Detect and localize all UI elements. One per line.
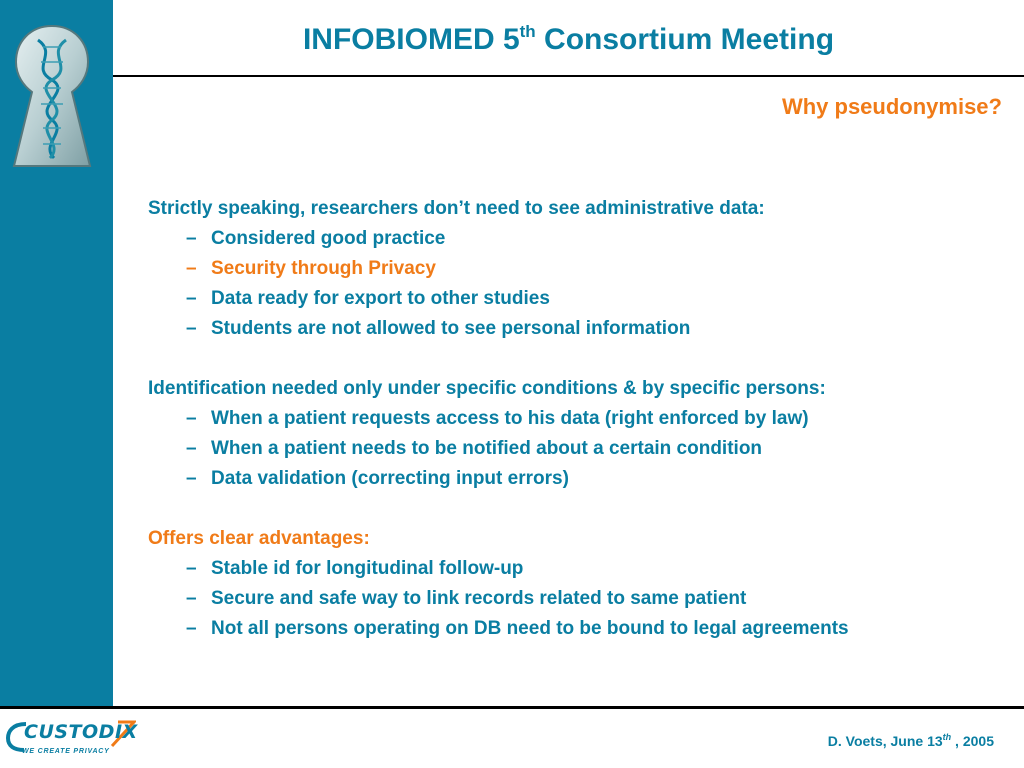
bullet-item [148,404,1008,434]
bullet-list [148,554,1008,644]
bullet-text: Stable id for longitudinal follow-up [211,558,524,579]
bullet-item [148,434,1008,464]
bullet-dash: – [186,258,197,279]
bullet-dash: – [186,468,197,489]
footer-year: , 2005 [951,733,994,749]
slide-body [148,194,1008,644]
keyhole-dna-icon [10,22,94,170]
section-heading: Strictly speaking, researchers don’t need to see administrative data: [148,198,765,219]
bullet-text: Secure and safe way to link records related to same patient [211,588,747,609]
title-divider [113,75,1024,77]
logo-tagline: WE CREATE PRIVACY [22,748,110,755]
bullet-item [148,284,1008,314]
bullet-dash: – [186,618,197,639]
bullet-dash: – [186,408,197,429]
bullet-dash: – [186,588,197,609]
slide-subtitle: Why pseudonymise? [781,94,1002,119]
title-superscript: th [519,22,536,41]
bullet-item [148,464,1008,494]
bullet-item [148,614,1008,644]
logo-wordmark: CUSTODIX [24,721,138,743]
bullet-text: When a patient needs to be notified about a certain condition [211,438,763,459]
title-suffix: Consortium Meeting [535,23,835,56]
bullet-text: Data validation (correcting input errors) [211,468,569,489]
spacer [148,494,1008,524]
title-prefix: INFOBIOMED 5 [302,23,520,56]
footer-superscript: th [942,732,952,742]
section-heading: Identification needed only under specific conditions & by specific persons: [148,378,826,399]
bullet-dash: – [186,558,197,579]
bullet-text: Not all persons operating on DB need to be bound to legal agreements [211,618,849,639]
custodix-logo [6,718,136,762]
bullet-item-highlight [148,254,1008,284]
bullet-text: Data ready for export to other studies [211,288,550,309]
bullet-dash: – [186,288,197,309]
bullet-text: Considered good practice [211,228,446,249]
slide-title [113,20,1024,60]
bullet-list [148,404,1008,494]
bullet-item [148,314,1008,344]
bullet-dash: – [186,318,197,339]
footer-author-date [828,731,994,751]
spacer [148,344,1008,374]
footer-divider [0,706,1024,709]
bullet-dash: – [186,438,197,459]
bullet-item [148,584,1008,614]
section-heading-highlight: Offers clear advantages: [148,528,370,549]
sidebar-band [0,0,113,707]
bullet-text: Security through Privacy [211,258,436,279]
bullet-item [148,224,1008,254]
bullet-item [148,554,1008,584]
bullet-text: Students are not allowed to see personal information [211,318,691,339]
footer-author: D. Voets, June 13 [827,733,943,749]
bullet-list [148,224,1008,344]
bullet-text: When a patient requests access to his data (right enforced by law) [211,408,809,429]
bullet-dash: – [186,228,197,249]
